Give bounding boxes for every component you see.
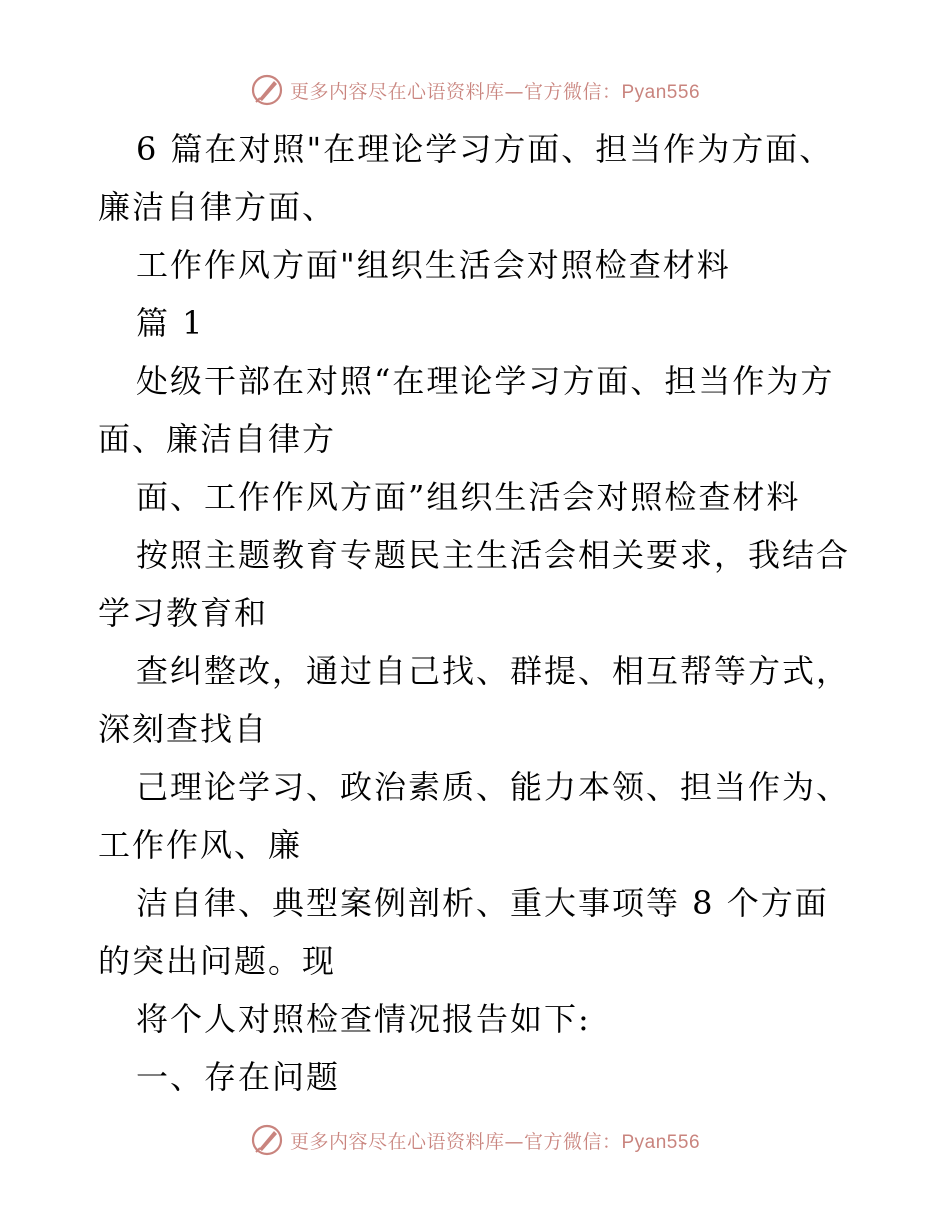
text-line: 洁自律、典型案例剖析、重大事项等 8 个方面: [136, 884, 829, 922]
watermark-header: [0, 70, 950, 110]
text-line: 的突出问题。现: [98, 942, 337, 980]
watermark-text: [290, 1127, 700, 1154]
text-line: 查纠整改，通过自己找、群提、相互帮等方式，: [136, 652, 851, 690]
text-line: 学习教育和: [98, 594, 269, 632]
text-line: 按照主题教育专题民主生活会相关要求，我结合: [136, 536, 851, 574]
text-line: 6 篇在对照"在理论学习方面、担当作为方面、: [136, 130, 834, 168]
watermark-handle: Pyan556: [621, 81, 701, 103]
watermark-label: 更多内容尽在心语资料库—官方微信：: [289, 80, 622, 103]
quill-logo-icon: [250, 73, 284, 107]
document-body: [98, 120, 858, 1106]
watermark-text: [290, 77, 700, 104]
watermark-label: 更多内容尽在心语资料库—官方微信：: [289, 1130, 622, 1153]
watermark-handle: Pyan556: [621, 1131, 701, 1153]
text-line: 廉洁自律方面、: [98, 188, 337, 226]
text-line: 处级干部在对照“在理论学习方面、担当作为方: [136, 362, 835, 400]
watermark-footer: [0, 1120, 950, 1160]
text-line: 一、存在问题: [136, 1058, 341, 1096]
quill-logo-icon: [250, 1123, 284, 1157]
text-line: 将个人对照检查情况报告如下:: [136, 1000, 591, 1038]
text-line: 深刻查找自: [98, 710, 269, 748]
text-line: 工作作风方面"组织生活会对照检查材料: [136, 246, 731, 284]
text-line: 面、廉洁自律方: [98, 420, 337, 458]
text-line: 工作作风、廉: [98, 826, 303, 864]
text-line: 己理论学习、政治素质、能力本领、担当作为、: [136, 768, 851, 806]
text-line: 篇 1: [136, 304, 205, 342]
text-line: 面、工作作风方面”组织生活会对照检查材料: [136, 478, 801, 516]
